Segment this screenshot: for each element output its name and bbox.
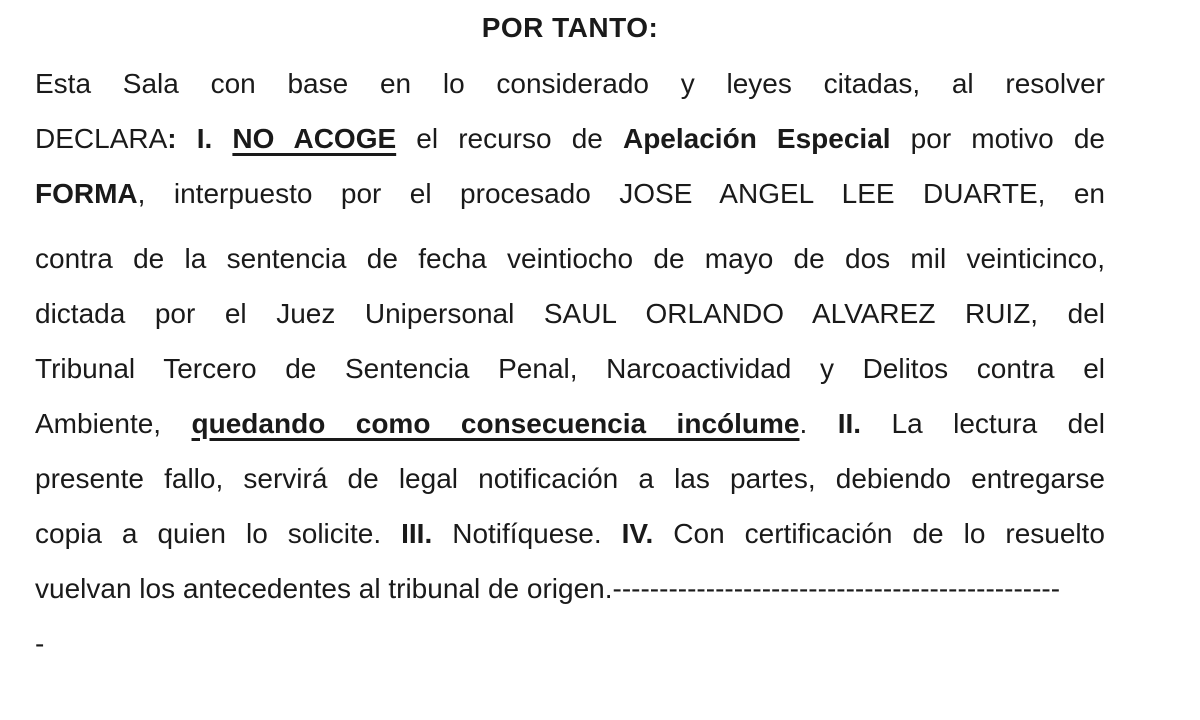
text-line — [35, 56, 1105, 111]
text-run: FORMA — [35, 178, 138, 209]
text-run: dictada por el Juez Unipersonal SAUL ORLANDO ALVAREZ RUIZ, del — [35, 298, 1105, 329]
text-run: La lectura del — [861, 408, 1105, 439]
text-run: : — [167, 123, 197, 154]
document-body — [35, 56, 1105, 671]
text-run: , interpuesto por el procesado JOSE ANGEL LEE DUARTE, en — [137, 178, 1105, 209]
text-run: Esta Sala con base en lo considerado y leyes citadas, al resolver — [35, 68, 1105, 99]
text-run: Con certificación de lo resuelto — [653, 518, 1105, 549]
text-run: el recurso de — [396, 123, 623, 154]
text-line — [35, 166, 1105, 221]
text-line — [35, 341, 1105, 396]
text-run: contra de la sentencia de fecha veintiocho de mayo de dos mil veinticinco, — [35, 243, 1105, 274]
text-run: Notifíquese. — [432, 518, 622, 549]
text-run: DECLARA — [35, 123, 168, 154]
text-run: IV. — [621, 518, 654, 549]
text-line — [35, 506, 1105, 561]
text-run: por motivo de — [890, 123, 1106, 154]
text-line — [35, 111, 1105, 166]
text-run: vuelvan los antecedentes al tribunal de origen.------------------------------------------------ — [35, 573, 1061, 604]
text-line — [35, 231, 1105, 286]
text-run: Apelación Especial — [622, 123, 891, 154]
text-run: I. — [196, 123, 233, 154]
text-run: III. — [401, 518, 433, 549]
text-line — [35, 616, 1105, 671]
text-run: . — [799, 408, 838, 439]
text-run: Tribunal Tercero de Sentencia Penal, Narcoactividad y Delitos contra el — [35, 353, 1105, 384]
document-heading: POR TANTO: — [481, 12, 659, 43]
text-run: quedando como consecuencia incólume — [191, 408, 800, 439]
text-run: NO ACOGE — [232, 123, 397, 154]
text-run: presente fallo, servirá de legal notificación a las partes, debiendo entregarse — [35, 463, 1105, 494]
text-line — [35, 286, 1105, 341]
text-run: Ambiente, — [35, 408, 192, 439]
text-run: - — [35, 628, 45, 659]
text-line — [35, 396, 1105, 451]
text-run: copia a quien lo solicite. — [35, 518, 402, 549]
text-run: II. — [837, 408, 862, 439]
text-line — [35, 561, 1105, 616]
text-line — [35, 451, 1105, 506]
